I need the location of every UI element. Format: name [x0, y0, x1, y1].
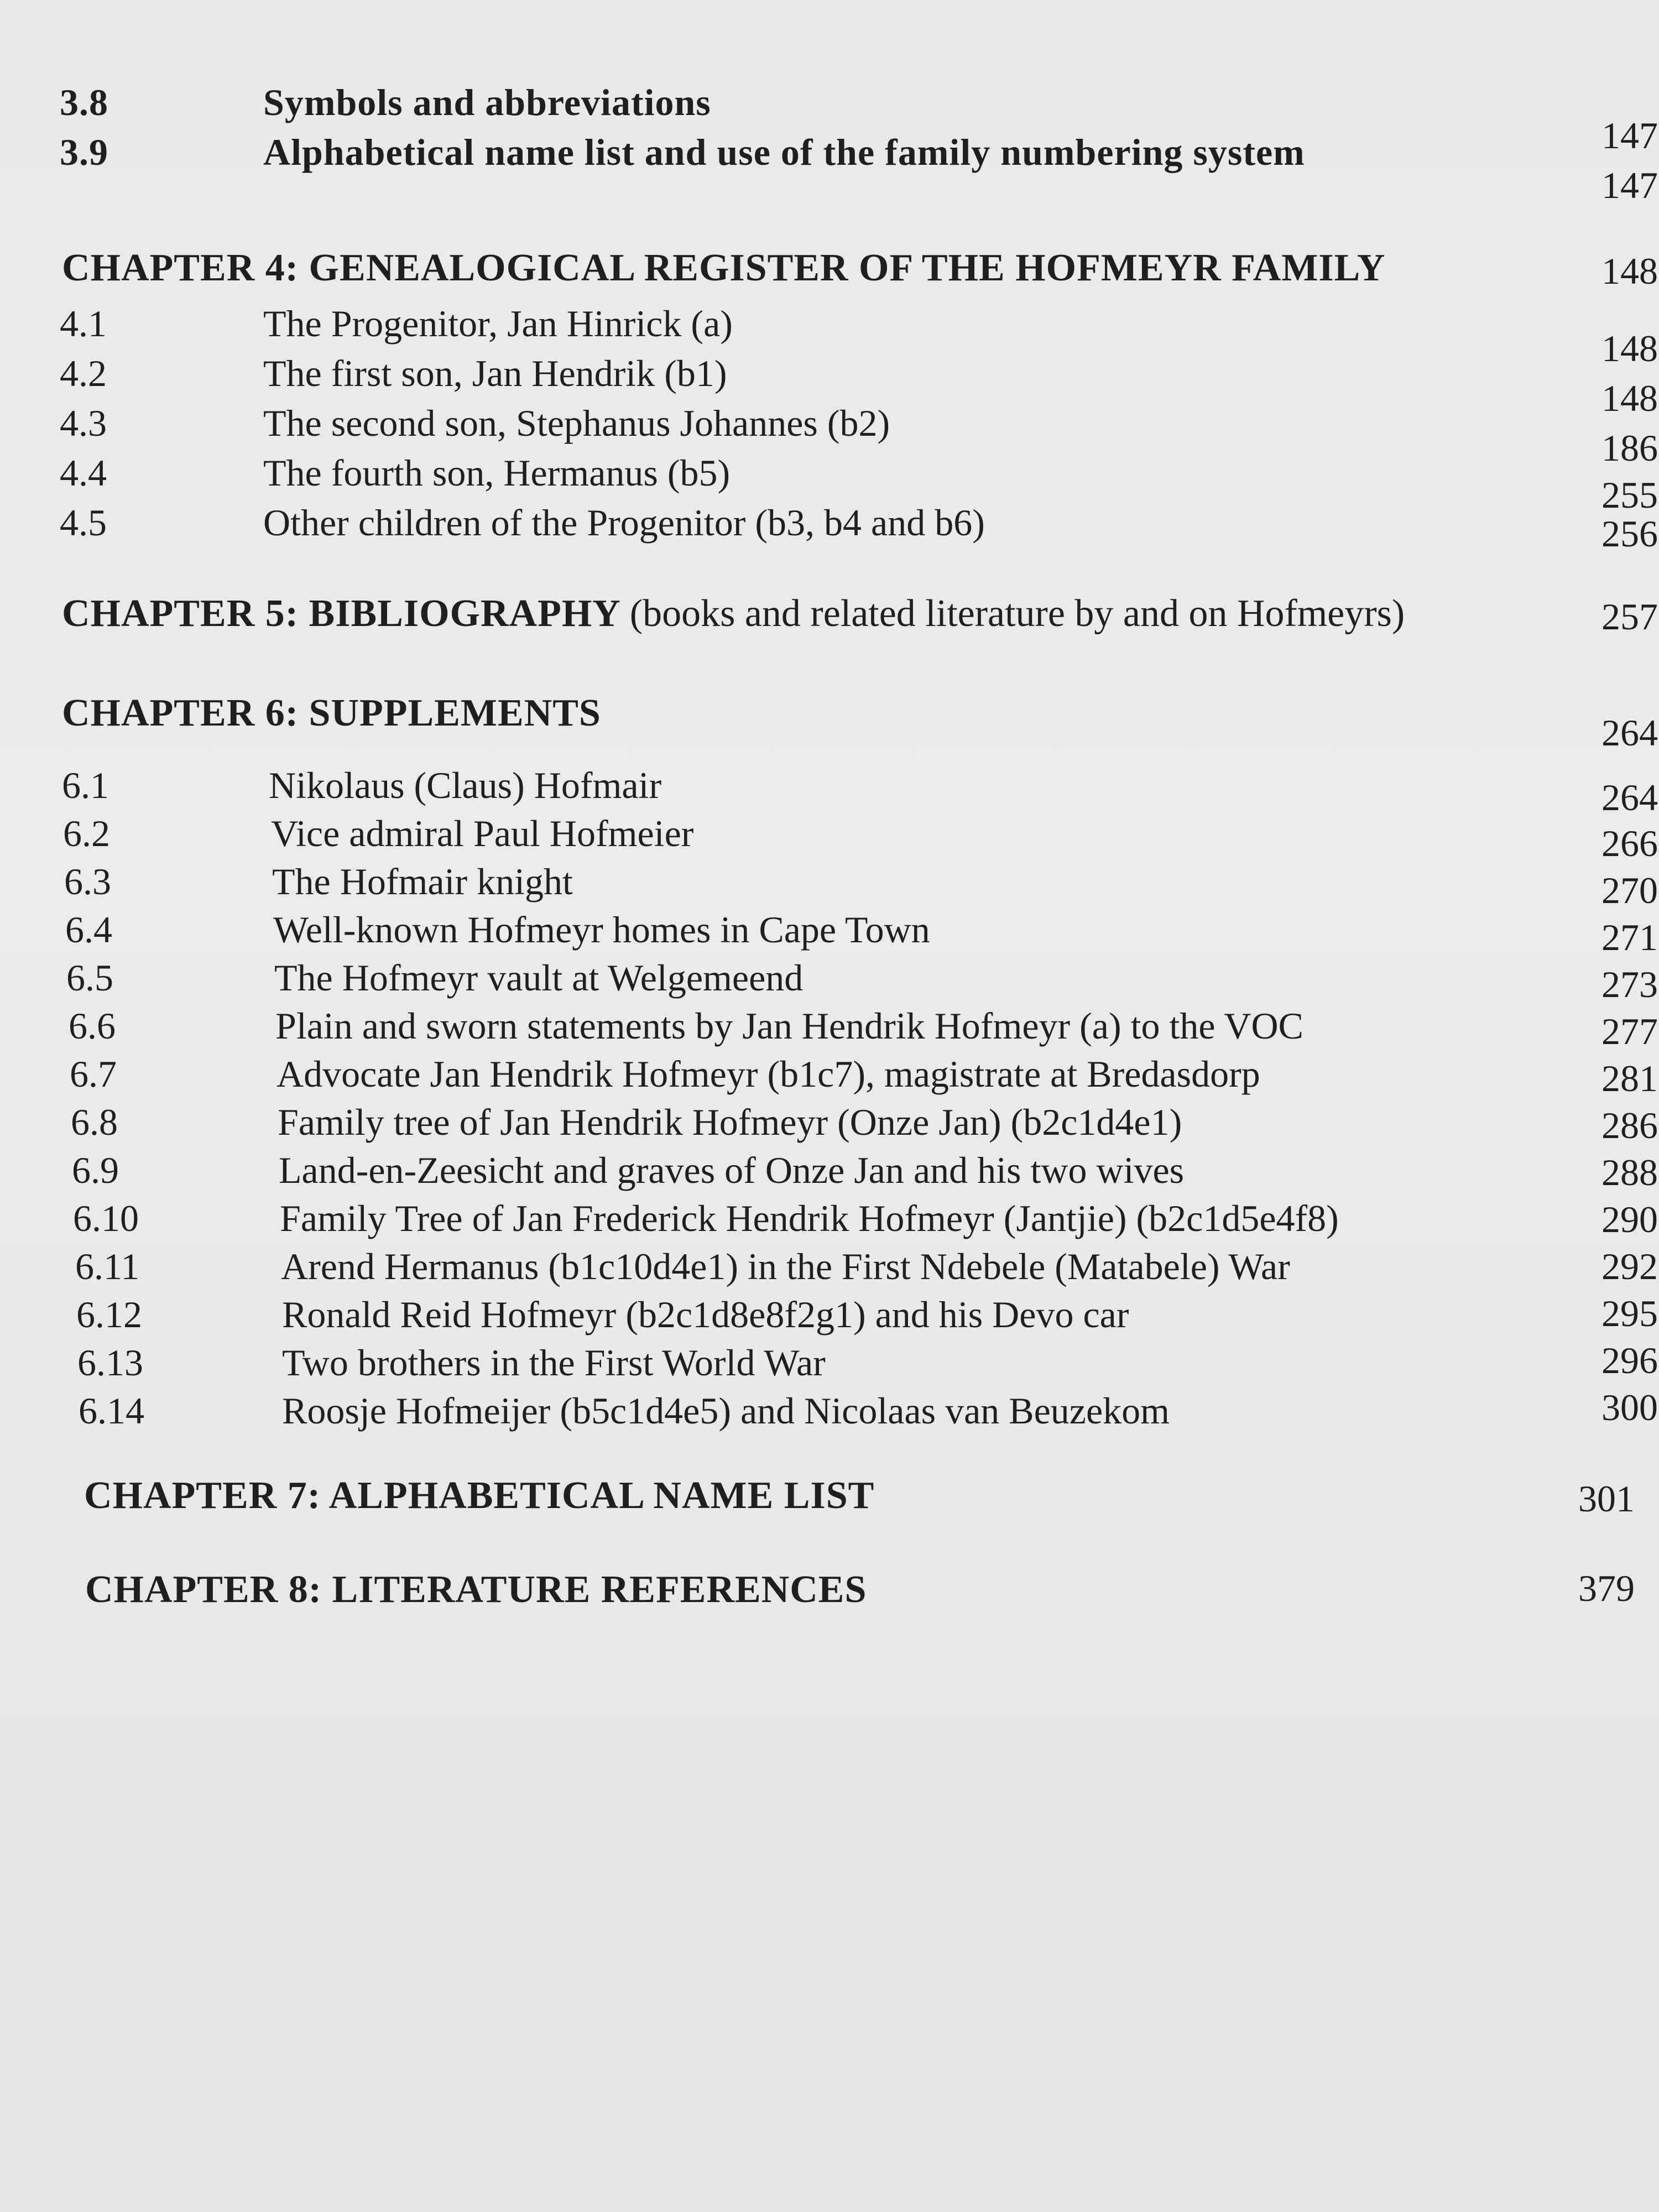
toc-entry	[0, 127, 1659, 206]
chapter-page: 379	[1578, 1567, 1635, 1609]
toc-entry	[0, 1001, 1659, 1051]
chapter-title: CHAPTER 6: SUPPLEMENTS	[62, 692, 601, 734]
entry-number: 6.3	[64, 860, 111, 902]
entry-title: The Progenitor, Jan Hinrick (a)	[263, 302, 733, 345]
entry-number: 3.8	[60, 81, 108, 123]
entry-page: 148	[1601, 327, 1658, 369]
entry-number: 6.11	[75, 1245, 140, 1287]
entry-number: 6.10	[73, 1197, 139, 1239]
chapter-subtitle: (books and related literature by and on Hofmeyrs)	[629, 592, 1405, 635]
toc-entry	[0, 1097, 1659, 1147]
toc-entry	[0, 1049, 1659, 1099]
entry-title: The Hofmair knight	[272, 860, 573, 902]
toc-entry	[0, 1386, 1659, 1436]
entry-title: The first son, Jan Hendrik (b1)	[263, 352, 727, 394]
entry-page: 271	[1601, 916, 1658, 958]
chapter-title: CHAPTER 4: GENEALOGICAL REGISTER OF THE HOFMEYR FAMILY	[62, 247, 1386, 289]
entry-number: 6.7	[70, 1053, 117, 1095]
entry-page: 264	[1601, 776, 1658, 818]
entry-title: Two brothers in the First World War	[282, 1342, 826, 1384]
chapter-page: 148	[1601, 250, 1658, 292]
toc-entry	[0, 1241, 1659, 1291]
entry-number: 4.1	[60, 302, 107, 345]
entry-title: The fourth son, Hermanus (b5)	[263, 452, 731, 494]
chapter-page: 301	[1578, 1478, 1635, 1520]
entry-title: Arend Hermanus (b1c10d4e1) in the First Ndebele (Matabele) War	[281, 1245, 1290, 1287]
entry-page: 290	[1601, 1198, 1658, 1240]
chapter-heading	[0, 1565, 1659, 1620]
entry-page: 281	[1601, 1057, 1658, 1099]
chapter-title: CHAPTER 7: ALPHABETICAL NAME LIST	[84, 1474, 875, 1517]
entry-title: Land-en-Zeesicht and graves of Onze Jan and his two wives	[279, 1149, 1185, 1191]
toc-entry	[0, 1338, 1659, 1387]
entry-number: 6.9	[72, 1149, 119, 1191]
entry-title: Well-known Hofmeyr homes in Cape Town	[273, 909, 930, 951]
chapter-heading	[0, 1471, 1659, 1526]
chapter-page: 257	[1601, 596, 1658, 638]
toc-entry	[0, 1193, 1659, 1243]
entry-page: 273	[1601, 963, 1658, 1005]
entry-number: 6.12	[76, 1293, 142, 1335]
entry-number: 6.4	[65, 909, 112, 951]
toc-entry	[0, 348, 1659, 419]
entry-number: 4.5	[60, 502, 107, 544]
entry-title: Roosje Hofmeijer (b5c1d4e5) and Nicolaas van Beuzekom	[282, 1390, 1170, 1432]
chapter-page: 264	[1601, 712, 1658, 754]
entry-page: 296	[1601, 1339, 1658, 1381]
entry-title: Vice admiral Paul Hofmeier	[271, 812, 694, 854]
entry-number: 4.2	[60, 352, 107, 394]
toc-entry	[0, 905, 1659, 958]
toc-entry	[0, 760, 1659, 818]
entry-title: Family tree of Jan Hendrik Hofmeyr (Onze Jan) (b2c1d4e1)	[278, 1101, 1182, 1143]
entry-number: 6.6	[69, 1005, 116, 1047]
entry-number: 6.2	[63, 812, 110, 854]
chapter-title: CHAPTER 5: BIBLIOGRAPHY (books and related literature by and on Hofmeyrs)	[62, 592, 1405, 635]
entry-page: 255	[1601, 474, 1658, 516]
entry-page: 300	[1601, 1386, 1658, 1428]
entry-title: Symbols and abbreviations	[263, 81, 711, 123]
entry-page: 147	[1601, 114, 1658, 156]
entry-page: 147	[1601, 164, 1658, 206]
entry-title: Family Tree of Jan Frederick Hendrik Hofmeyr (Jantjie) (b2c1d5e4f8)	[280, 1197, 1339, 1239]
toc-entry	[0, 299, 1659, 369]
entry-page: 270	[1601, 869, 1658, 911]
entry-number: 4.3	[60, 402, 107, 444]
entry-title: Ronald Reid Hofmeyr (b2c1d8e8f2g1) and his Devo car	[282, 1293, 1129, 1335]
entry-page: 292	[1601, 1245, 1658, 1287]
entry-page: 186	[1601, 427, 1658, 469]
toc-entry	[0, 857, 1659, 911]
chapter-title: CHAPTER 8: LITERATURE REFERENCES	[85, 1568, 867, 1611]
entry-page: 148	[1601, 377, 1658, 419]
chapter-heading	[0, 243, 1659, 299]
entry-page: 277	[1601, 1010, 1658, 1052]
entry-number: 6.8	[71, 1101, 118, 1143]
entry-page: 295	[1601, 1292, 1658, 1334]
toc-entry	[0, 1290, 1659, 1339]
entry-title: The second son, Stephanus Johannes (b2)	[263, 402, 890, 444]
entry-number: 6.13	[77, 1342, 143, 1384]
toc-entry	[0, 398, 1659, 469]
toc-entry	[0, 953, 1659, 1003]
entry-page: 266	[1601, 822, 1658, 864]
entry-title: Nikolaus (Claus) Hofmair	[269, 764, 662, 806]
entry-title: Advocate Jan Hendrik Hofmeyr (b1c7), magistrate at Bredasdorp	[276, 1053, 1260, 1095]
entry-title: Alphabetical name list and use of the family numbering system	[263, 131, 1305, 173]
entry-page: 286	[1601, 1104, 1658, 1146]
entry-page: 288	[1601, 1151, 1658, 1193]
chapter-heading	[0, 589, 1659, 644]
toc-entry	[0, 448, 1659, 516]
chapter-heading	[0, 688, 1659, 754]
entry-number: 4.4	[60, 452, 107, 494]
entry-number: 6.14	[79, 1390, 144, 1432]
entry-page: 256	[1601, 513, 1658, 555]
entry-number: 3.9	[60, 131, 108, 173]
toc-entry	[0, 808, 1659, 864]
entry-number: 6.1	[62, 764, 109, 806]
entry-number: 6.5	[66, 957, 113, 999]
entry-title: Plain and sworn statements by Jan Hendrik Hofmeyr (a) to the VOC	[275, 1005, 1303, 1047]
entry-title: The Hofmeyr vault at Welgemeend	[274, 957, 804, 999]
entry-title: Other children of the Progenitor (b3, b4 and b6)	[263, 502, 985, 544]
toc-entry	[0, 1145, 1659, 1195]
toc-entry	[0, 498, 1659, 555]
